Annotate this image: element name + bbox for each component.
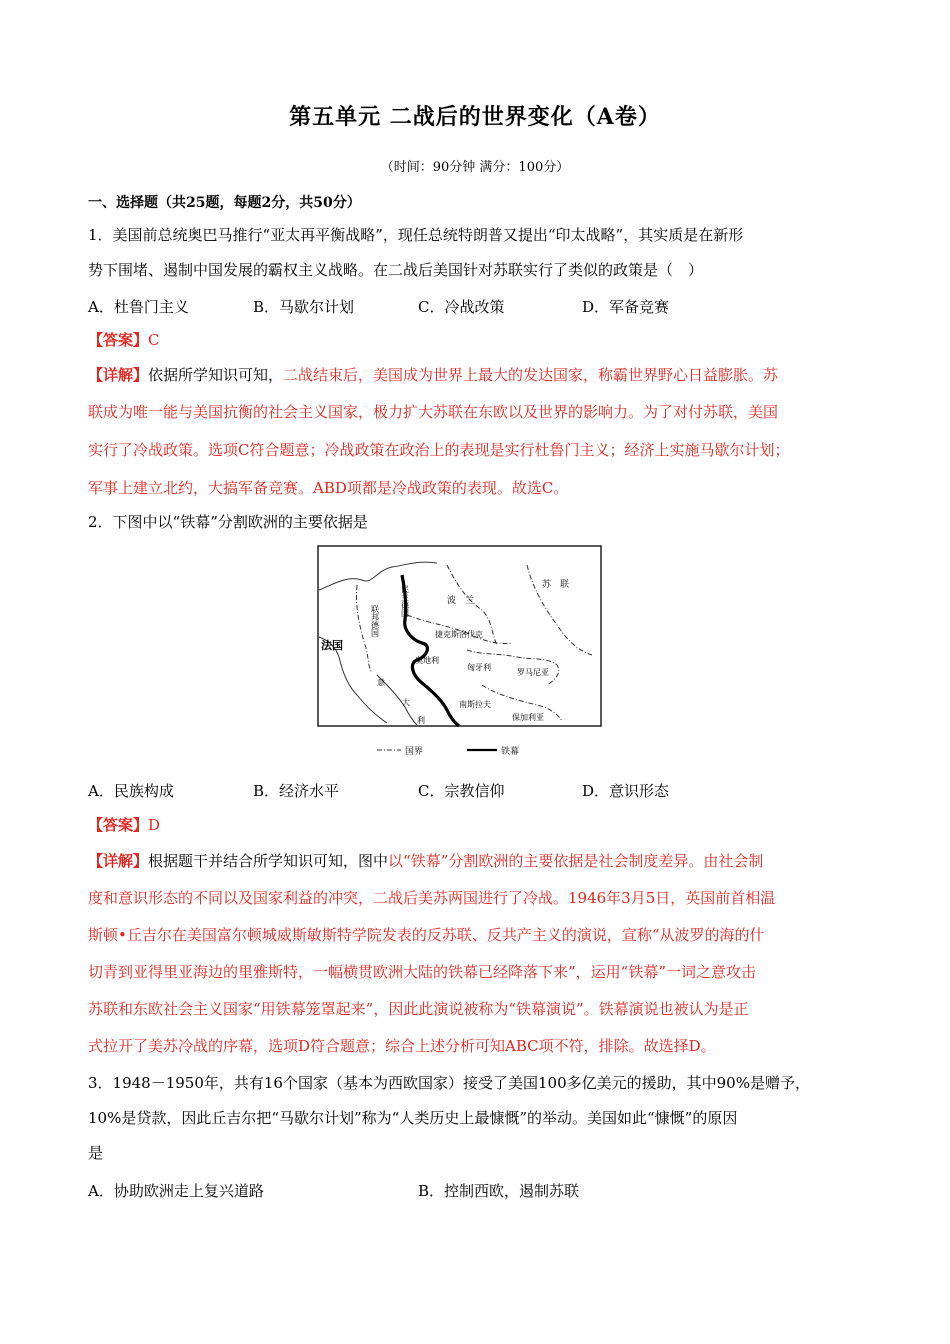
q2-option-b: B．经济水平 — [253, 782, 340, 800]
q3-option-a: A．协助欧洲走上复兴道路 — [88, 1182, 264, 1200]
label-czech: 捷克斯洛伐克 — [435, 630, 483, 639]
q2-detail-line-5: 苏联和东欧社会主义国家“用铁幕笼罩起来”，因此此演说被称为“铁幕演说”。铁幕演说也被认为是正 — [88, 1000, 749, 1018]
label-gdr: 民主德国 — [400, 585, 410, 617]
legend-border-label: 国界 — [405, 747, 424, 757]
q1-detail-pre: 依据所学知识可知， — [148, 366, 284, 384]
q2-answer — [88, 815, 160, 835]
q2-detail-pre: 根据题干并结合所学知识可知，图中 — [148, 852, 389, 870]
q1-option-c: C．冷战改策 — [418, 298, 505, 316]
q2-answer-value: D — [148, 816, 161, 834]
q3-stem-line-1: 3．1948－1950年，共有16个国家（基本为西欧国家）接受了美国100多亿美元的援助，其中90%是赠予， — [88, 1074, 810, 1092]
q2-answer-label: 【答案】 — [88, 816, 149, 834]
label-frg: 联邦德国 — [370, 605, 380, 637]
q1-detail-text-1: 二战结束后，美国成为世界上最大的发达国家，称霸世界野心日益膨胀。苏 — [283, 366, 779, 384]
q1-detail-line-3: 实行了冷战政策。选项C符合题意；冷战政策在政治上的表现是实行杜鲁门主义；经济上实施马歇尔计划； — [88, 441, 790, 459]
q1-answer — [88, 330, 160, 350]
label-romania: 罗马尼亚 — [517, 668, 549, 677]
exam-info: （时间：90分钟 满分：100分） — [380, 160, 570, 175]
q2-option-c: C．宗教信仰 — [418, 782, 505, 800]
q2-detail-line-1 — [88, 851, 763, 871]
q1-stem-line-1: 1．美国前总统奥巴马推行“亚太再平衡战略”，现任总统特朗普又提出“印太战略”，其实质是在新形 — [88, 226, 744, 244]
label-italy-1: 意 — [377, 678, 385, 687]
q2-options — [88, 780, 888, 800]
iron-curtain-map — [317, 545, 602, 763]
q3-stem-line-2: 10%是贷款，因此丘吉尔把“马歇尔计划”称为“人类历史上最慷慨”的举动。美国如此“慷慨”的原因 — [88, 1109, 738, 1127]
label-italy-2: 大 — [402, 698, 410, 707]
label-hungary: 匈牙利 — [467, 663, 491, 672]
q3-stem-line-3: 是 — [88, 1144, 104, 1162]
label-italy-3: 利 — [417, 716, 425, 725]
q2-detail-line-6: 式拉开了美苏冷战的序幕，选项D符合题意；综合上述分析可知ABC项不符，排除。故选择D。 — [88, 1037, 716, 1055]
page-title: 第五单元 二战后的世界变化（A卷） — [289, 104, 661, 130]
q1-answer-value: C — [148, 331, 160, 349]
label-poland: 波 兰 — [447, 596, 475, 606]
label-ussr: 苏 联 — [542, 580, 570, 590]
q1-answer-label: 【答案】 — [88, 331, 149, 349]
label-austria: 奥地利 — [415, 656, 439, 665]
q2-detail-line-3: 斯顿•丘吉尔在美国富尔顿城威斯敏斯特学院发表的反苏联、反共产主义的演说，宣称“从波罗的海的什 — [88, 926, 765, 944]
q2-stem: 2．下图中以“铁幕”分割欧洲的主要依据是 — [88, 513, 368, 531]
q1-option-a: A．杜鲁门主义 — [88, 298, 189, 316]
q2-detail-text-1: 以“铁幕”分割欧洲的主要依据是社会制度差异。由社会制 — [388, 852, 764, 870]
q1-option-d: D．军备竞赛 — [582, 298, 670, 316]
q2-detail-label: 【详解】 — [88, 852, 149, 870]
q1-option-b: B．马歇尔计划 — [253, 298, 355, 316]
q3-options — [88, 1180, 888, 1200]
q1-detail-line-4: 军事上建立北约，大搞军备竞赛。ABD项都是冷战政策的表现。故选C。 — [88, 479, 569, 497]
label-bulgaria: 保加利亚 — [512, 713, 544, 722]
section-heading: 一、选择题（共25题，每题2分，共50分） — [88, 195, 361, 211]
label-france: 法国 — [321, 639, 343, 652]
q3-option-b: B．控制西欧，遏制苏联 — [418, 1182, 580, 1200]
legend-curtain-label: 铁幕 — [501, 747, 520, 757]
q1-options — [88, 296, 888, 316]
q2-detail-line-2: 度和意识形态的不同以及国家利益的冲突，二战后美苏两国进行了冷战。1946年3月5日，英国前首相温 — [88, 889, 776, 907]
q1-detail-line-2: 联成为唯一能与美国抗衡的社会主义国家，极力扩大苏联在东欧以及世界的影响力。为了对付苏联，美国 — [88, 403, 779, 421]
q2-option-d: D．意识形态 — [582, 782, 670, 800]
q1-stem-line-2: 势下围堵、遏制中国发展的霸权主义战略。在二战后美国针对苏联实行了类似的政策是（ ） — [88, 261, 704, 279]
q2-detail-line-4: 切青到亚得里亚海边的里雅斯特，一幅横贯欧洲大陆的铁幕已经降落下来”，运用“铁幕”一词之意攻击 — [88, 963, 757, 981]
q2-option-a: A．民族构成 — [88, 782, 174, 800]
label-yugoslavia: 南斯拉夫 — [459, 700, 491, 709]
q1-detail-line-1 — [88, 365, 778, 385]
q1-detail-label: 【详解】 — [88, 366, 149, 384]
